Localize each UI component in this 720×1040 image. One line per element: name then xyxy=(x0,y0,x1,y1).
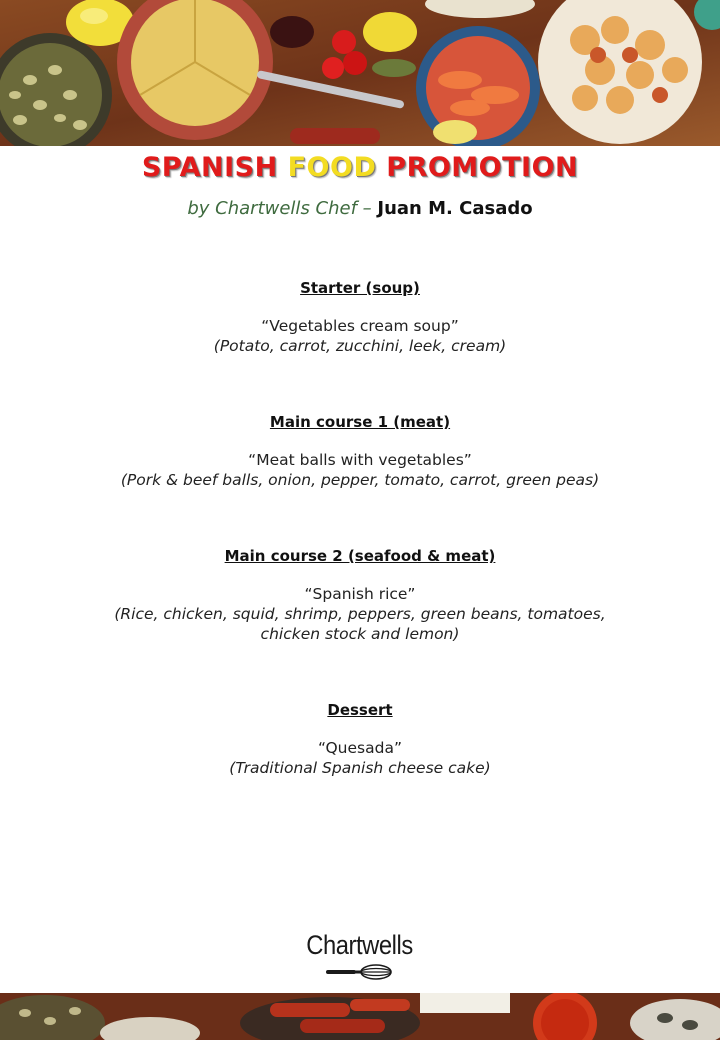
food-banner-illustration xyxy=(0,0,720,146)
course-main-2 xyxy=(0,547,720,644)
chartwells-logo xyxy=(0,930,720,983)
dish-description: (Traditional Spanish cheese cake) xyxy=(229,759,491,777)
byline-prefix: by Chartwells Chef – xyxy=(187,198,378,219)
logo-text: Chartwells xyxy=(306,930,414,960)
bottom-food-banner xyxy=(0,993,720,1040)
course-dessert xyxy=(0,701,720,778)
course-heading: Main course 1 (meat) xyxy=(269,413,451,431)
dish-name: “Quesada” xyxy=(318,739,402,757)
dish-description: (Rice, chicken, squid, shrimp, peppers, green beans, tomatoes, chicken stock and lemon) xyxy=(114,605,606,643)
whisk-icon xyxy=(324,961,396,983)
chef-byline xyxy=(0,198,720,219)
course-heading: Dessert xyxy=(327,701,393,719)
title-spanish: SPANISH xyxy=(141,152,288,183)
dish-name: “Spanish rice” xyxy=(304,585,416,603)
page-title xyxy=(0,152,720,183)
chef-name: Juan M. Casado xyxy=(377,198,533,219)
course-heading: Starter (soup) xyxy=(300,279,420,297)
course-starter xyxy=(0,279,720,356)
course-main-1 xyxy=(0,413,720,490)
title-promotion: PROMOTION xyxy=(376,152,579,183)
course-heading: Main course 2 (seafood & meat) xyxy=(224,547,496,565)
title-food: FOOD xyxy=(287,152,377,183)
dish-name: “Meat balls with vegetables” xyxy=(248,451,472,469)
top-food-banner xyxy=(0,0,720,146)
dish-description: (Pork & beef balls, onion, pepper, tomato, carrot, green peas) xyxy=(120,471,600,489)
dish-description: (Potato, carrot, zucchini, leek, cream) xyxy=(213,337,507,355)
dish-name: “Vegetables cream soup” xyxy=(261,317,459,335)
food-banner-illustration xyxy=(0,993,720,1040)
